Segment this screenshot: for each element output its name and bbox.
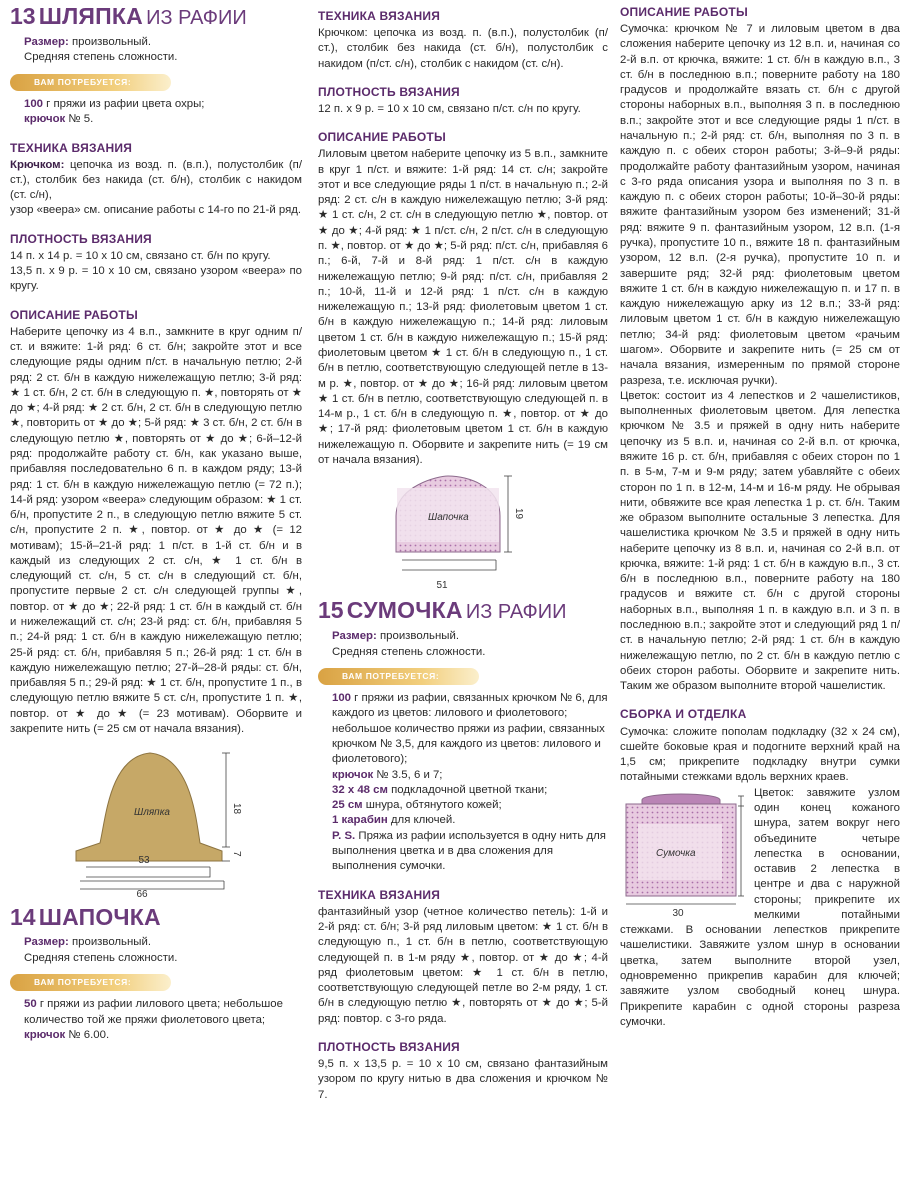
project-name-rest: ИЗ РАФИИ: [465, 601, 567, 624]
materials-badge: ВАМ ПОТРЕБУЕТСЯ:: [10, 74, 171, 91]
project-name: ШЛЯПКА: [38, 3, 143, 29]
technique-text: Крючком: цепочка из возд. п. (в.п.), полустолбик (п/ст.), столбик без накида (ст. б/н), столбик с накидом (ст. с/н), узор «веера» см. описание работы с 14-го по 21-й ряд.: [10, 158, 302, 217]
section-title: ТЕХНИКА ВЯЗАНИЯ: [10, 140, 133, 155]
project-number: 14: [10, 904, 36, 931]
cap-diagram: [318, 468, 608, 596]
description-text: Лиловым цветом наберите цепочку из 5 в.п., замкните в круг 1 п/ст. и вяжите: 1-й ряд: 14 ст. с/н; закройте этот и все следующие ряды 1 п/ст. в начальную п.; 2-й ряд: 2 ст. с/н в каждую нижележащую петлю; 3-й ряд: ★ 1 ст. с/н, 2 ст. с/н в следующую петлю ★, повтор. от ★ до ★; 4-й ряд: ★ 1 п/ст. с/н, 2 п/ст. с/н в следующую п. ★, повтор. от ★ до ★; 5-й ряд: п/ст. с/н, прибавляя 6 п.; 6-й, 7-й и 8-й ряд: 1 п/ст. с/н в каждую нижележащую петлю; 9-й ряд: п/ст. с/н, прибавляя 2 п.; 10-й, 11-й и 12-й ряд: 1 п/ст. с/н в каждую нижележащую п.; 13-й ряд: фиолетовым цветом 1 ст. б/н в каждую нижележащую п.; 14-й ряд: лиловым цветом 1 ст. б/н в каждую нижележащую п.; 15-й ряд: фиолетовым цветом ★ 1 ст. б/н в следующую п., 1 ст. б/н в петлю, соответствующую следующей петле в 13-м р. ★, повтор. от ★ до ★; 16-й ряд: лиловым цветом ★ 1 ст. б/н в петлю, соответствующую следующей п. в 14-м р., 1 ст. б/н в следующую п. ★, повтор. от ★ до ★; 17-й ряд: фиолетовым цветом 1 ст. б/н в каждую нижележащую п. Оборвите и закрепите нить (= 19 см от начала вязания).: [318, 148, 608, 466]
dimension-height: 19: [513, 508, 524, 520]
cap-label: Шапочка: [428, 512, 469, 524]
column-left: [10, 0, 302, 1199]
size-block: Размер: произвольный. Средняя степень сложности.: [332, 630, 486, 658]
project-name: ШАПОЧКА: [38, 904, 161, 931]
project-name: СУМОЧКА: [346, 597, 463, 624]
project-14-title: [10, 905, 302, 929]
project-number: 13: [10, 3, 36, 29]
density-text: 14 п. x 14 р. = 10 x 10 см, связано ст. б/н по кругу. 13,5 п. x 9 р. = 10 x 10 см, связано узором «веера» по кругу.: [10, 249, 302, 293]
materials-badge: ВАМ ПОТРЕБУЕТСЯ:: [10, 974, 171, 991]
description-text: Сумочка: крючком № 7 и лиловым цветом в два сложения наберите цепочку из 12 в.п. и, начиная со 2-й в.п. от крючка, вяжите: 1 ст. б/н в каждую в.п., 3 ст. б/н в последнюю в.п.; поверните работу на 180 градусов и продолжайте вязать ст. б/н с другой стороны наборных в.п., выполняя 3 п. в последнюю в.п.; закройте этот и все следующие ряды 1 п/ст. в начальную п.; 2-й ряд: ст. б/н, выполняя по 3 п. в каждую п. с обеих сторон работы; 3-й–9-й ряды: продолжайте работу фантазийным узором, начиная с 3-го ряда описания узора и выполняя по 3 п. в каждую п. с обеих сторон работы; 10-й–30-й ряды: вяжите фантазийным узором без изменений; 31-й ряд: вяжите 9 п. фантазийным узором, 12 в.п. (1-я ручка), пропустите 10 п., вяжите 18 п. фантазийным узором, 12 в.п. (2-я ручка), пропустите 10 п. и завершите ряд; 32-й ряд: фиолетовым цветом вяжите 1 ст. б/н в каждую нижележащую п. и 17 п. в каждую нижележащую арку из 12 в.п.; 33-й ряд: лиловым цветом 1 ст. б/н в каждую нижележащую петлю; 34-й ряд: фиолетовым цветом «рачьим шагом». Оборвите и закрепите нить (= 25 см от начала вязания, измеренным по прямой стороне разреза, т.е. исключая ручки). Цветок: состоит из 4 лепестков и 2 чашелистиков, выполненных фиолетовым цветом. Для лепестка крючком № 3.5 и пряжей в одну нить наберите цепочку из 5 в.п. и, начиная со 2-й в.п. от крючка, вяжите 16 р. ст. б/н, прибавляя с обеих сторон по 1 п. в 5-м, 7-м и 9-м ряду; затем убавляйте с обеих сторон по 1 п. в 12-м, 14-м и 16-м ряду. Не обрывая нити, обвяжите все края лепестка 1 р. ст. б/н. Таким же образом выполните остальные 3 лепестка. Для чашелистика крючком № 3.5 и пряжей в одну нить наберите цепочку из 8 в.п. и, начиная со 2-й в.п. от крючка, вяжите: 1-й ряд: 1 ст. б/н в каждую в.п., 3 ст. б/н в последнюю в.п., поверните работу на 180 градусов и вяжите ст. б/н с другой стороны наборных в.п., выполняя 1 п. в каждую в.п. и 3 п. в последнюю в.п.; закройте этот и следующий ряд 1 п/ст. в начальную петлю; 2-й ряд: 1 ст. б/н в каждую нижележащую петлю, по 2 ст. б/н в каждую петлю с обеих сторон работы. Оборвите и закрепите нить. Таким же образом выполните второй чашелистик.: [620, 23, 900, 693]
column-right: [620, 0, 900, 1199]
assembly-text: Сумочка: сложите пополам подкладку (32 x 24 см), сшейте боковые края и подогните верхний край на 1,5 см; прикрепите подкладку внутри сумки потайными стежками вдоль верхних краев.: [620, 725, 900, 784]
dimension-height-1: 18: [231, 803, 242, 815]
technique-text: Крючком: цепочка из возд. п. (в.п.), полустолбик (п/ст.), столбик без накида (ст. б/н), полустолбик с накидом (п/ст. с/н), столбик с накидом (ст. с/н).: [318, 27, 608, 70]
density-text: 12 п. x 9 р. = 10 x 10 см, связано п/ст. с/н по кругу.: [318, 103, 581, 115]
hat-diagram: [10, 737, 302, 897]
dimension-height-2: 7: [231, 851, 242, 857]
material-item: крючок № 5.: [24, 113, 94, 126]
assembly-flower-text: Цветок: завяжите узлом один конец кожаного шнура, затем вокруг него объедините четыре лепестка в основании, оставив 2 лепестка в центре и два с наружной стороны; прикрепите их мелкими потайными стежками. В основании лепестков прикрепите чашелистики. Завяжите узлом шнур в основании цветка, затем выполните второй узел, одновременно прикрепив карабин для ключей; завяжите узлом свободный конец шнура. Прикрепите карабин с одной стороны разреза сумочки.: [620, 786, 900, 1028]
section-title: ОПИСАНИЕ РАБОТЫ: [10, 307, 138, 322]
materials-list: 50 г пряжи из рафии лилового цвета; небольшое количество той же пряжи фиолетового цвета; крючок № 6.00.: [24, 998, 283, 1041]
project-name-rest: ИЗ РАФИИ: [146, 7, 247, 29]
density-text: 9,5 п. x 13,5 р. = 10 x 10 см, связано фантазийным узором по кругу нитью в два сложения и крючком № 7.: [318, 1057, 608, 1101]
dimension-width-1: 53: [138, 855, 150, 867]
project-number: 15: [318, 597, 344, 624]
hat-label: Шляпка: [134, 807, 170, 819]
section-title: ПЛОТНОСТЬ ВЯЗАНИЯ: [318, 1039, 460, 1054]
column-middle: [318, 0, 608, 1199]
size-label: Размер:: [24, 36, 69, 48]
project-13-title: [10, 4, 302, 29]
dimension-width: 30: [672, 907, 684, 918]
section-title: ПЛОТНОСТЬ ВЯЗАНИЯ: [318, 84, 460, 99]
dimension-width: 51: [436, 580, 448, 592]
size-block: [24, 35, 302, 66]
materials-list: [24, 97, 302, 128]
bag-label: Сумочка: [656, 847, 696, 859]
materials-badge: ВАМ ПОТРЕБУЕТСЯ:: [318, 668, 479, 685]
description-text: Наберите цепочку из 4 в.п., замкните в круг одним п/ст. и вяжите: 1-й ряд: 6 ст. б/н; закройте этот и все следующие ряды одним п/ст. в начальную петлю; 2-й ряд: 2 ст. б/н в каждую нижележащую петлю; 3-й ряд: ★ 1 ст. б/н, 2 ст. б/н в следующую п. ★, повторять от ★ до ★; 4-й ряд: ★ 2 ст. б/н, 2 ст. б/н в следующую петлю ★, повторить от ★ до ★; 5-й ряд: ★ 3 ст. б/н, 2 ст. б/н в следующую петлю ★, повторять от ★ до ★; 6-й–12-й ряд: продолжайте работу ст. б/н, как указано выше, прибавляя последовательно 6 п. в каждом ряду; 13-й ряд: 1 ст. б/н в каждую нижележащую петлю (= 72 п.); 14-й ряд: узором «веера» следующим образом: ★ 1 ст. б/н, пропустите 2 п., в следующую петлю вяжите 5 ст. с/н, пропустите 2 п. ★, повтор. от ★ до ★ (= 12 мотивам); 15-й–21-й ряд: 1 п/ст. в 1-й ст. б/н и в каждый из следующих 2 ст. с/н, ★ 1 ст. б/н в следующий ст. с/н, 5 ст. с/н в следующий ст. б/н, пропустите первые 2 ст. с/н следующей группы ★, повтор. от ★ до ★; 22-й ряд: 1 ст. б/н в каждый ст. б/н и нижележащий ст. с/н; 23-й ряд: ст. б/н, прибавляя 5 п.; 24-й ряд: 1 ст. б/н в каждую нижележащую петлю; 25-й ряд: ст. б/н, прибавляя 5 п.; 26-й ряд: 1 ст. б/н в каждую нижележащую петлю; 27-й–28-й ряды: ст. б/н, прибавляя 5 п.; 29-й ряд: ★ 1 ст. б/н, пропустите 1 п., в следующую петлю вяжите 5 ст. с/н, пропустите 1 п. ★, повтор. от ★ до ★ (= 23 мотивам). Оборвите и закрепите нить (= 25 см от начала вязания).: [10, 325, 302, 736]
difficulty: Средняя степень сложности.: [24, 51, 178, 64]
material-item: 100 г пряжи из рафии цвета охры;: [24, 97, 205, 110]
bag-diagram: [620, 790, 748, 918]
section-title: ТЕХНИКА ВЯЗАНИЯ: [318, 9, 441, 23]
section-title: ТЕХНИКА ВЯЗАНИЯ: [318, 887, 441, 902]
technique-text: фантазийный узор (четное количество петель): 1-й и 2-й ряд: ст. б/н; 3-й ряд лиловым цветом: ★ 1 ст. б/н в следующую п., 1 ст. б/н в петлю, соответствующую следующей п. в 1-м ряду ★, повтор. от ★ до ★; 4-й ряд фиолетовым цветом: ★ 1 ст. б/н в петлю, соответствующую следующей петле во 2-м ряду, 1 ст. б/н в следующую петлю ★, повторять от ★ до ★; 5-й ряд: повтор. с 3-го ряда.: [318, 905, 608, 1025]
section-title: СБОРКА И ОТДЕЛКА: [620, 707, 747, 722]
section-title: ОПИСАНИЕ РАБОТЫ: [620, 5, 748, 19]
project-15-title: [318, 598, 608, 623]
section-title: ПЛОТНОСТЬ ВЯЗАНИЯ: [10, 231, 152, 246]
assembly-flower-block: [620, 786, 900, 1031]
size-value: произвольный.: [71, 36, 152, 48]
section-title: ОПИСАНИЕ РАБОТЫ: [318, 130, 446, 145]
materials-list: 100 г пряжи из рафии, связанных крючком № 6, для каждого из цветов: лилового и фиолетового; небольшое количество пряжи из рафии, связанных крючком № 3,5, для каждого из цветов: лилового и фиолетового); крючок № 3.5, 6 и 7; 32 x 48 см подкладочной цветной ткани; 25 см шнура, обтянутого кожей; 1 карабин для ключей. P. S. Пряжа из рафии используется в одну нить для выполнения цветка и в два сложения для выполнения сумочки.: [332, 692, 608, 873]
dimension-width-2: 66: [136, 889, 148, 898]
size-block: Размер: произвольный. Средняя степень сложности.: [24, 936, 178, 964]
